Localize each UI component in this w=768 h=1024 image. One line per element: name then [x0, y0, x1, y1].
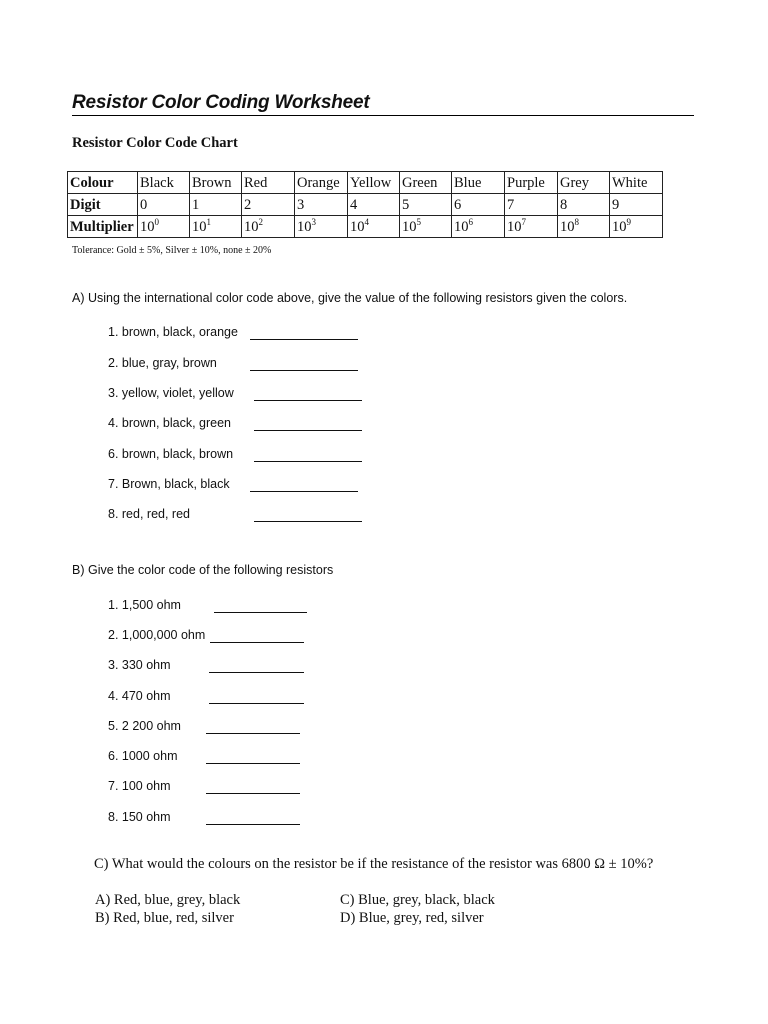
answer-blank[interactable] — [250, 370, 358, 371]
table-cell — [242, 216, 295, 238]
answer-blank[interactable] — [206, 824, 300, 825]
section-a-heading: A) Using the international color code above, give the value of the following resistors given the colors. — [72, 291, 628, 305]
question-a-item: 2. blue, gray, brown — [108, 356, 217, 370]
multiplier-base: 10 — [244, 218, 259, 235]
section-b-heading: B) Give the color code of the following resistors — [72, 563, 334, 577]
answer-blank[interactable] — [214, 612, 307, 613]
table-cell — [400, 216, 452, 238]
answer-blank[interactable] — [209, 672, 304, 673]
table-cell: 8 — [558, 194, 610, 216]
answer-blank[interactable] — [206, 793, 300, 794]
table-cell — [558, 216, 610, 238]
question-b-item: 2. 1,000,000 ohm — [108, 628, 206, 642]
table-cell — [505, 216, 558, 238]
table-cell: 0 — [138, 194, 190, 216]
table-cell: Purple — [505, 172, 558, 194]
answer-blank[interactable] — [254, 521, 362, 522]
table-cell: 2 — [242, 194, 295, 216]
table-cell: Blue — [452, 172, 505, 194]
multiplier-exponent: 5 — [416, 216, 421, 227]
table-cell: Orange — [295, 172, 348, 194]
question-a-item: 4. brown, black, green — [108, 416, 231, 430]
multiplier-exponent: 8 — [574, 216, 579, 227]
table-cell: Brown — [190, 172, 242, 194]
table-row — [68, 172, 663, 194]
table-cell: Red — [242, 172, 295, 194]
multiplier-base: 10 — [192, 218, 207, 235]
question-b-item: 4. 470 ohm — [108, 689, 171, 703]
answer-blank[interactable] — [209, 703, 304, 704]
table-cell: Grey — [558, 172, 610, 194]
multiplier-base: 10 — [560, 218, 575, 235]
answer-blank[interactable] — [206, 733, 300, 734]
answer-blank[interactable] — [254, 461, 362, 462]
table-cell — [452, 216, 505, 238]
table-cell: Black — [138, 172, 190, 194]
color-code-table — [67, 171, 663, 238]
table-cell — [190, 216, 242, 238]
answer-blank[interactable] — [210, 642, 304, 643]
question-b-item: 1. 1,500 ohm — [108, 598, 181, 612]
multiplier-base: 10 — [402, 218, 417, 235]
table-cell: 6 — [452, 194, 505, 216]
multiplier-exponent: 1 — [206, 216, 211, 227]
table-cell: 7 — [505, 194, 558, 216]
option-d: D) Blue, grey, red, silver — [340, 910, 484, 926]
table-cell — [348, 216, 400, 238]
question-b-item: 7. 100 ohm — [108, 779, 171, 793]
row-header: Digit — [68, 194, 138, 216]
question-a-item: 3. yellow, violet, yellow — [108, 386, 234, 400]
table-cell: 1 — [190, 194, 242, 216]
table-cell: Yellow — [348, 172, 400, 194]
section-c-question: C) What would the colours on the resistor be if the resistance of the resistor was 6800 Ω ± 10%? — [94, 856, 654, 872]
table-cell: 5 — [400, 194, 452, 216]
multiplier-exponent: 2 — [258, 216, 263, 227]
answer-blank[interactable] — [206, 763, 300, 764]
tolerance-note: Tolerance: Gold ± 5%, Silver ± 10%, none ± 20% — [72, 245, 272, 256]
multiplier-base: 10 — [507, 218, 522, 235]
question-a-item: 8. red, red, red — [108, 507, 190, 521]
table-cell — [295, 216, 348, 238]
answer-blank[interactable] — [250, 491, 358, 492]
answer-blank[interactable] — [250, 339, 358, 340]
multiplier-exponent: 9 — [626, 216, 631, 227]
question-b-item: 5. 2 200 ohm — [108, 719, 181, 733]
row-header: Multiplier — [68, 216, 138, 238]
table-cell — [610, 216, 663, 238]
answer-blank[interactable] — [254, 430, 362, 431]
table-cell: 3 — [295, 194, 348, 216]
table-cell: 9 — [610, 194, 663, 216]
chart-title: Resistor Color Code Chart — [72, 135, 238, 151]
table-cell: White — [610, 172, 663, 194]
option-b: B) Red, blue, red, silver — [95, 910, 234, 926]
question-a-item: 6. brown, black, brown — [108, 447, 234, 461]
worksheet-title: Resistor Color Coding Worksheet — [72, 92, 694, 116]
answer-blank[interactable] — [254, 400, 362, 401]
question-a-item: 7. Brown, black, black — [108, 477, 230, 491]
multiplier-base: 10 — [350, 218, 365, 235]
multiplier-exponent: 3 — [311, 216, 316, 227]
multiplier-exponent: 6 — [468, 216, 473, 227]
multiplier-base: 10 — [140, 218, 155, 235]
multiplier-base: 10 — [612, 218, 627, 235]
question-b-item: 8. 150 ohm — [108, 810, 171, 824]
multiplier-exponent: 7 — [521, 216, 526, 227]
multiplier-exponent: 4 — [364, 216, 369, 227]
question-b-item: 6. 1000 ohm — [108, 749, 178, 763]
table-row — [68, 216, 663, 238]
question-b-item: 3. 330 ohm — [108, 658, 171, 672]
table-row — [68, 194, 663, 216]
table-cell — [138, 216, 190, 238]
multiplier-exponent: 0 — [154, 216, 159, 227]
table-cell: Green — [400, 172, 452, 194]
question-a-item: 1. brown, black, orange — [108, 325, 238, 339]
option-c: C) Blue, grey, black, black — [340, 892, 495, 908]
option-a: A) Red, blue, grey, black — [95, 892, 241, 908]
multiplier-base: 10 — [454, 218, 469, 235]
table-cell: 4 — [348, 194, 400, 216]
multiplier-base: 10 — [297, 218, 312, 235]
row-header: Colour — [68, 172, 138, 194]
